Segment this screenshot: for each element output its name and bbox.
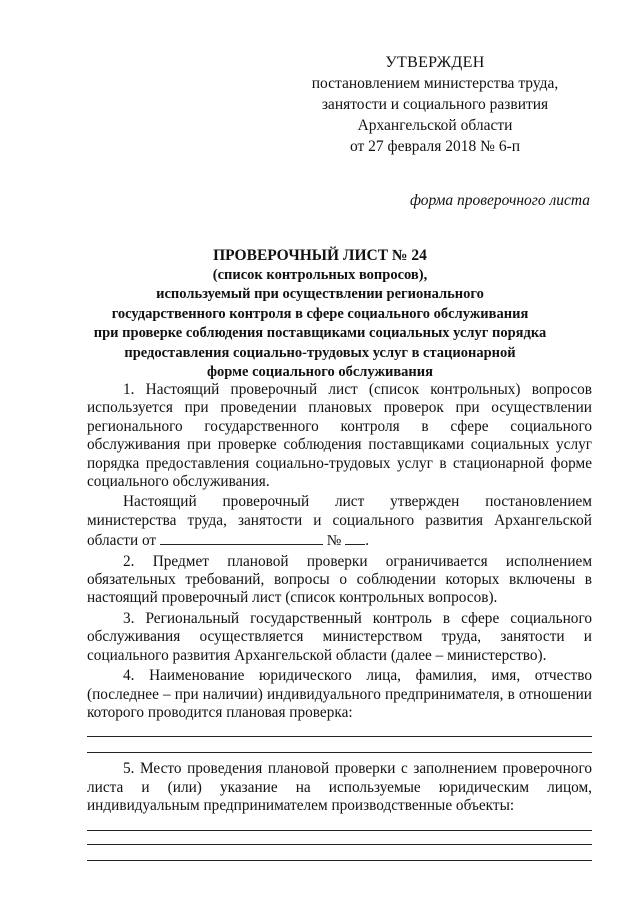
title-line: (список контрольных вопросов),	[212, 266, 428, 283]
document-title	[70, 246, 570, 383]
paragraph-6: 5. Место проведения плановой проверки с заполнением проверочного листа и (или) указание на используемые юридическим лицом, индивидуальным предпринимателем производственные объекты:	[87, 760, 592, 815]
paragraph-2: Настоящий проверочный лист утвержден постановлением министерства труда, занятости и социального развития Архангельской области от № .	[87, 493, 592, 550]
paragraph-1: 1. Настоящий проверочный лист (список контрольных) вопросов используется при проведении плановых проверок при осуществлении регионального государственного контроля в сфере социального обслуживания при проверке соблюдения поставщиками социальных услуг порядка предоставления социально-трудовых услуг в стационарной форме социального обслуживания.	[87, 381, 592, 491]
paragraph-4: 3. Региональный государственный контроль в сфере социального обслуживания осуществляется министерством труда, занятости и социального развития Архангельской области (далее – министерство).	[87, 609, 592, 664]
approval-line: занятости и социального развития	[321, 96, 549, 113]
document-body	[87, 381, 592, 861]
paragraph-5: 4. Наименование юридического лица, фамилия, имя, отчество (последнее – при наличии) индивидуального предпринимателя, в отношении которого проводится плановая проверка:	[87, 667, 592, 721]
approval-line: Архангельской области	[357, 117, 513, 134]
approval-line: постановлением министерства труда,	[311, 75, 559, 92]
approval-title: УТВЕРЖДЕН	[385, 54, 485, 71]
title-line: государственного контроля в сфере социального обслуживания	[111, 305, 529, 322]
approval-line: от 27 февраля 2018 № 6-п	[349, 138, 521, 155]
fill-line[interactable]	[87, 830, 592, 831]
paragraph-3: 2. Предмет плановой проверки ограничивается исполнением обязательных требований, вопросы о соблюдении которых включены в настоящий проверочный лист (список контрольных вопросов).	[87, 552, 592, 607]
fill-line[interactable]	[87, 844, 592, 845]
number-blank[interactable]	[345, 530, 365, 545]
title-line: ПРОВЕРОЧНЫЙ ЛИСТ № 24	[213, 247, 427, 264]
title-line: предоставления социально-трудовых услуг в стационарной	[124, 344, 516, 361]
form-note: форма проверочного листа	[409, 192, 590, 209]
date-blank[interactable]	[160, 530, 323, 545]
fill-line[interactable]	[87, 736, 592, 737]
fill-line[interactable]	[87, 860, 592, 861]
title-line: форме социального обслуживания	[207, 364, 433, 380]
approval-stamp	[305, 52, 565, 157]
number-sign: №	[326, 532, 342, 550]
paragraph-2-text: Настоящий проверочный лист утвержден постановлением министерства труда, занятости и социального развития Архангельской области от	[87, 493, 592, 550]
title-line: используемый при осуществлении регионального	[156, 286, 484, 302]
title-line: при проверке соблюдения поставщиками социальных услуг порядка	[93, 325, 547, 341]
fill-line[interactable]	[87, 752, 592, 753]
